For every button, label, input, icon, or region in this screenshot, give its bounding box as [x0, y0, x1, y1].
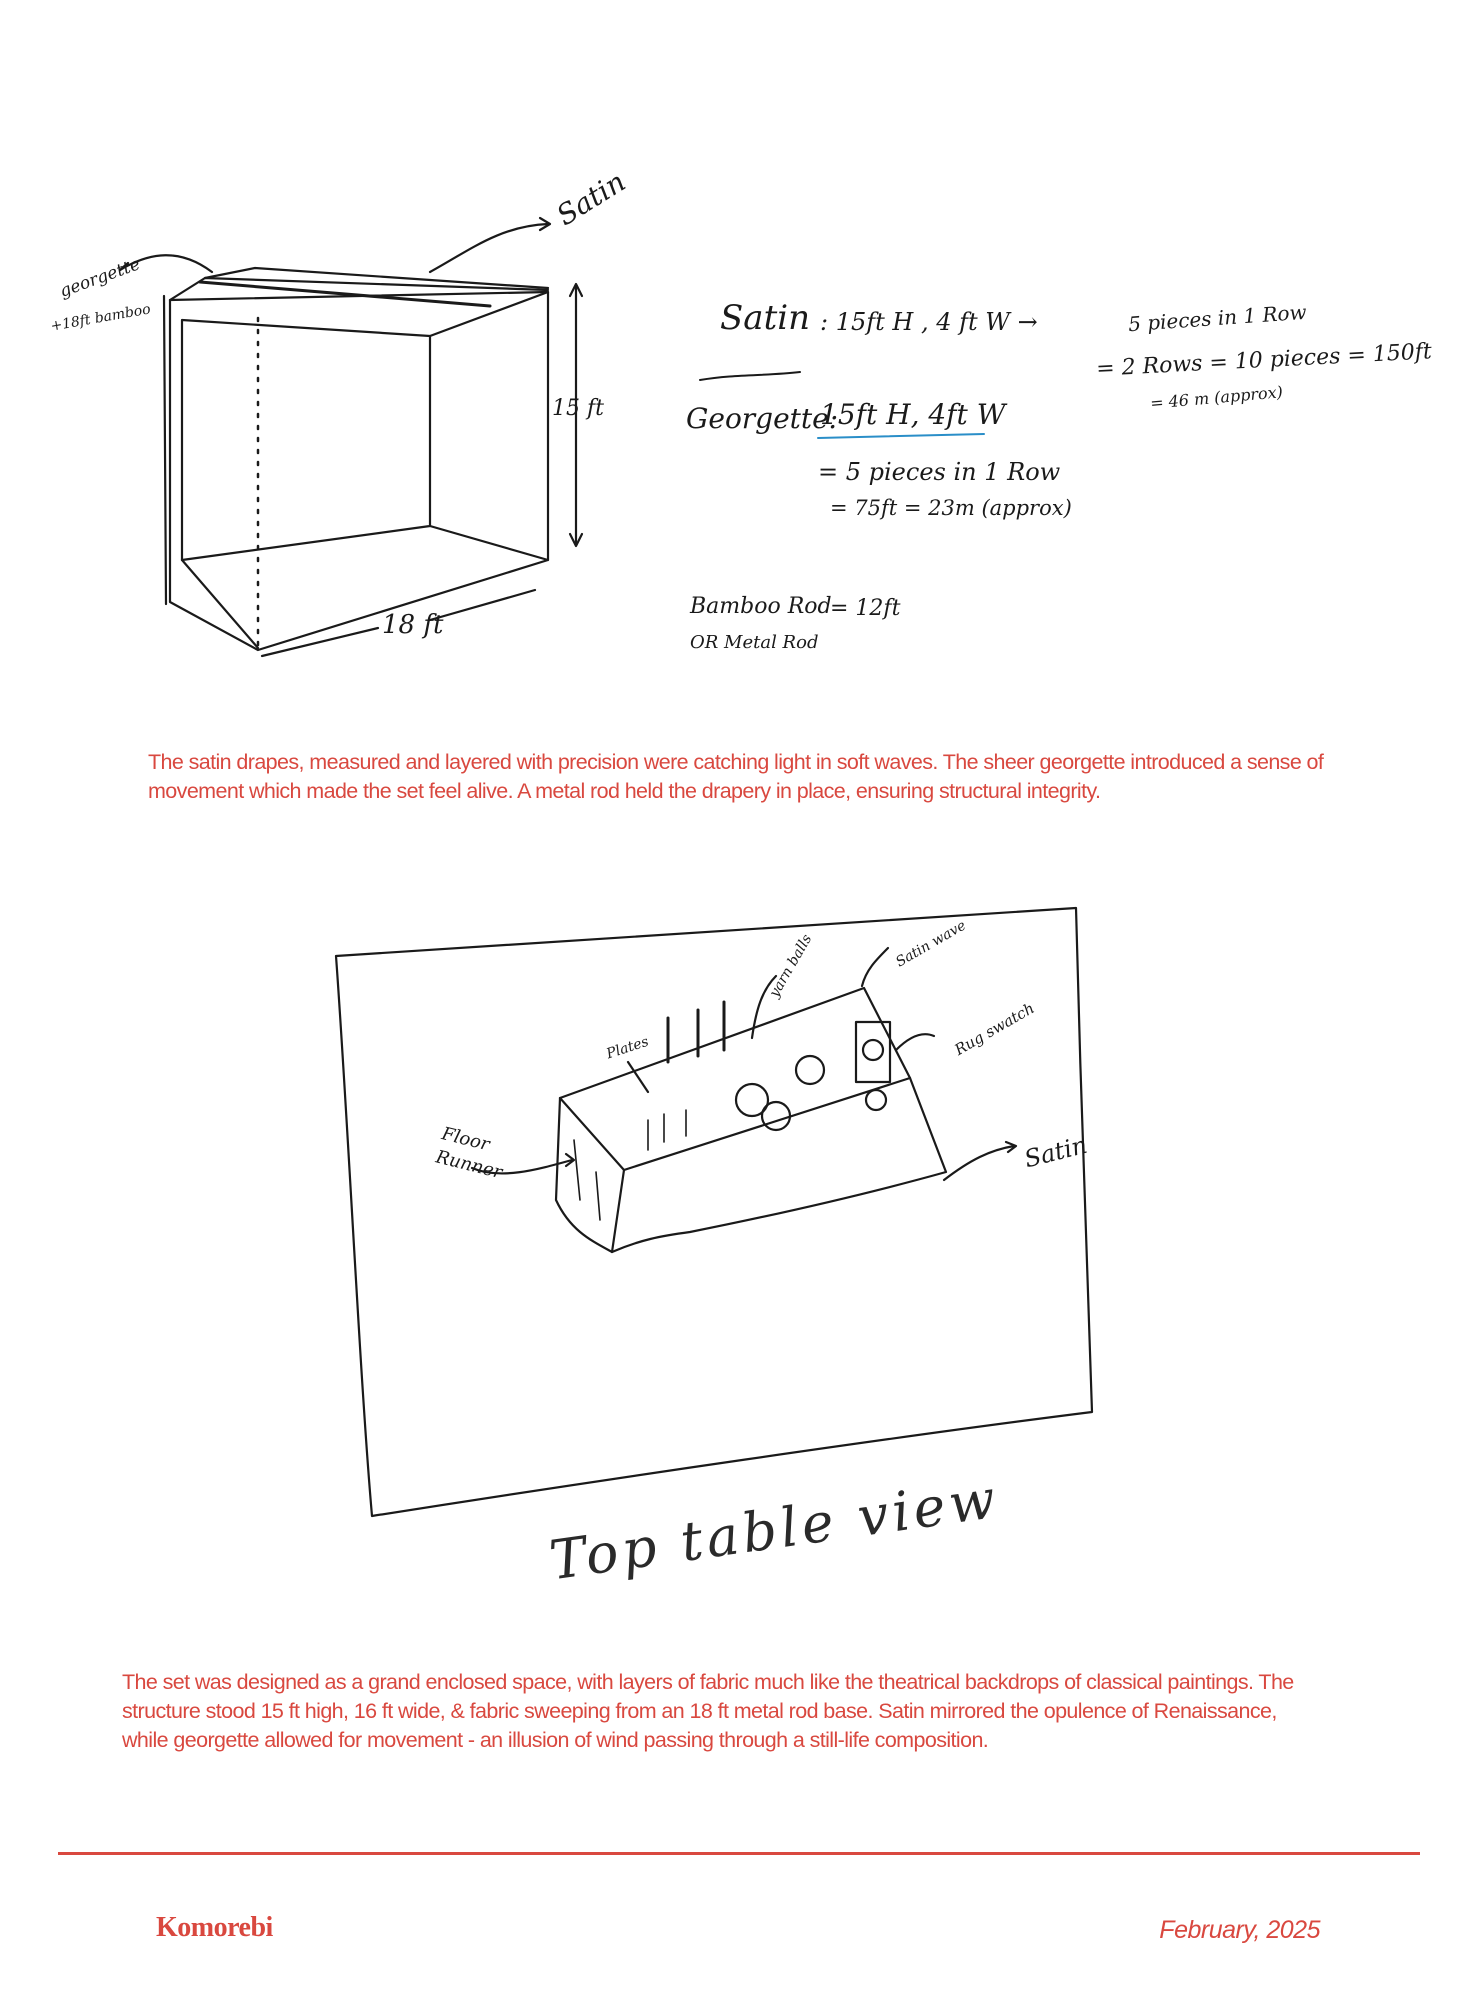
note-satin-total: = 2 Rows = 10 pieces = 150ft [1095, 339, 1433, 382]
rug-swatch-label: Rug swatch [951, 998, 1038, 1060]
satin-wave-label: Satin wave [893, 917, 969, 971]
brand-name: Komorebi [156, 1912, 273, 1943]
plates-label: Plates [604, 1033, 651, 1063]
satin-table-label: Satin [1021, 1130, 1090, 1174]
height-label: 15 ft [552, 396, 604, 421]
note-georgette-label: Georgette: [686, 402, 839, 435]
note-satin-label: Satin [720, 298, 810, 338]
note-rod-alt: OR Metal Rod [690, 632, 819, 653]
floor-runner-label: Floor Runner [433, 1123, 505, 1184]
satin-pointer-label: Satin [550, 164, 632, 233]
georgette-label: georgette [57, 254, 143, 302]
note-satin-row: 5 pieces in 1 Row [1127, 299, 1308, 337]
footer-divider [58, 1852, 1420, 1855]
table-view-sketch [0, 880, 1480, 1600]
note-rod-label: Bamboo Rod [690, 594, 832, 619]
table-view-caption: Top table view [545, 1466, 1004, 1593]
bamboo-label: +18ft bamboo [49, 301, 152, 335]
georgette-spec-underline [816, 430, 986, 444]
note-satin-metres: = 46 m (approx) [1149, 382, 1284, 413]
width-label: 18 ft [382, 610, 444, 640]
description-paragraph-2: The set was designed as a grand enclosed space, with layers of fabric much like the theatrical backdrops of classical paintings. The structure stood 15 ft high, 16 ft wide, & fabric sweeping from an 18 ft metal rod base. Satin mirrored the opulence of Renaissance, while georgette allowed for movement - an illusion of wind passing through a still-life composition. [122, 1670, 1294, 1752]
note-georgette-total: = 75ft = 23m (approx) [830, 496, 1072, 520]
description-paragraph-1: The satin drapes, measured and layered with precision were catching light in soft waves. The sheer georgette introduced a sense of movement which made the set feel alive. A metal rod held the drapery in place, ensuring structural integrity. [148, 750, 1324, 803]
note-rod-length: = 12ft [830, 596, 901, 621]
yarn-balls-label: yarn balls [766, 931, 816, 1001]
satin-underline [696, 370, 806, 386]
note-georgette-spec: 15ft H, 4ft W [820, 398, 1006, 431]
note-satin-spec: : 15ft H , 4 ft W → [820, 308, 1038, 336]
note-georgette-row: = 5 pieces in 1 Row [818, 458, 1061, 486]
footer-date: February, 2025 [1159, 1916, 1320, 1944]
